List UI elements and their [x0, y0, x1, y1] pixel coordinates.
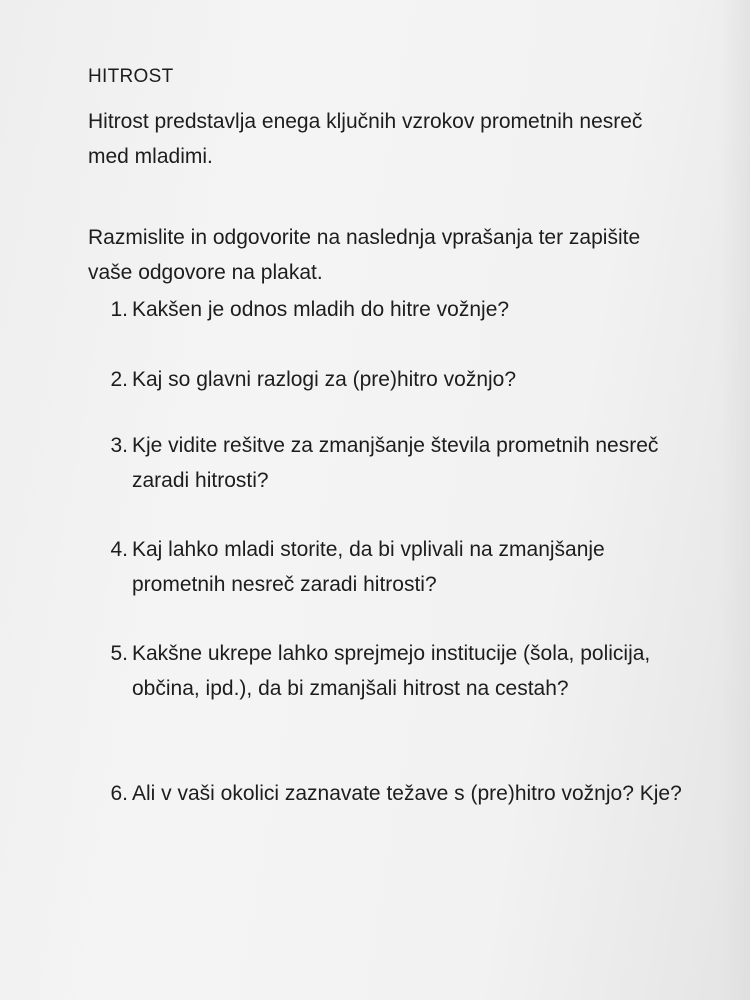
question-number: 6. — [110, 782, 128, 805]
question-number: 5. — [110, 642, 128, 665]
question-item — [100, 636, 690, 706]
question-item — [100, 362, 690, 397]
question-number: 1. — [110, 298, 128, 321]
paper-edge-shadow — [720, 0, 750, 1000]
intro-paragraph: Hitrost predstavlja enega ključnih vzrokov prometnih nesreč med mladimi. — [88, 110, 643, 168]
question-item — [100, 428, 690, 498]
document-heading: HITROST — [88, 66, 174, 87]
instruction-paragraph: Razmislite in odgovorite na naslednja vprašanja ter zapišite vaše odgovore na plakat. — [88, 226, 641, 284]
question-item — [100, 532, 690, 602]
question-text: Ali v vaši okolici zaznavate težave s (pre)hitro vožnjo? Kje? — [132, 782, 682, 805]
question-text: Kje vidite rešitve za zmanjšanje števila prometnih nesreč zaradi hitrosti? — [132, 434, 659, 492]
question-text: Kakšen je odnos mladih do hitre vožnje? — [132, 298, 510, 321]
question-text: Kaj lahko mladi storite, da bi vplivali na zmanjšanje prometnih nesreč zaradi hitrosti? — [132, 538, 605, 596]
question-item — [100, 292, 690, 327]
question-number: 2. — [110, 368, 128, 391]
question-text: Kaj so glavni razlogi za (pre)hitro vožnjo? — [132, 368, 517, 391]
question-number: 4. — [110, 538, 128, 561]
question-item — [100, 776, 690, 811]
question-number: 3. — [110, 434, 128, 457]
question-text: Kakšne ukrepe lahko sprejmejo institucije (šola, policija, občina, ipd.), da bi zmanjšali hitrost na cestah? — [132, 642, 651, 700]
